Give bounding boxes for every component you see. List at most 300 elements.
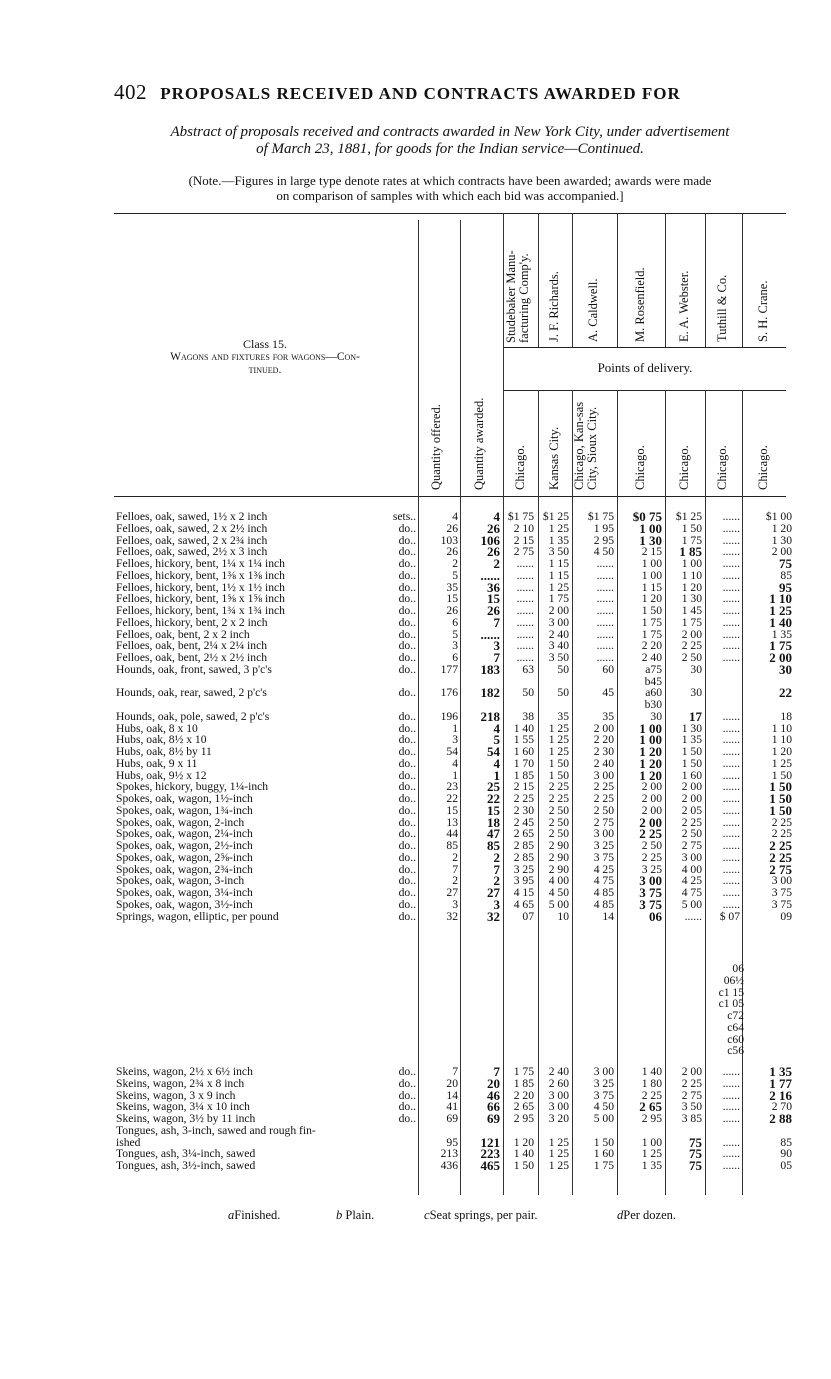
quantity-awarded: 15 [487,591,500,607]
item-unit: do.. [398,909,416,923]
quantity-offered: 6 [452,615,458,629]
bid-price: 2 75 [681,1088,702,1102]
table-row [0,614,831,630]
bid-price: 2 25 [593,792,614,805]
quantity-awarded: 121 [480,1134,500,1150]
table-row [0,1075,831,1091]
bid-price: 3 00 [593,827,614,841]
abstract-line: of March 23, 1881, for goods for the Indian service—Continued. [256,141,644,157]
bid-price: ...... [722,580,740,594]
item-unit: do.. [398,627,416,641]
tuthill-spring-price: 06 [732,962,744,975]
item-description: Felloes, hickory, bent, 1⅝ x 1⅝ inch [116,592,285,606]
bid-price: 4 85 [593,897,614,911]
bid-price: 2 10 [513,521,534,535]
col-divider [617,213,618,347]
item-unit: do.. [398,768,416,782]
bid-price: 2 50 [548,827,569,841]
quantity-awarded: 2 [493,849,500,865]
item-unit: do.. [398,1112,416,1125]
quantity-offered: 14 [446,1088,458,1102]
bid-price: ...... [722,557,740,570]
bid-price: ...... [516,615,534,629]
quantity-awarded: 54 [487,744,500,759]
item-description: Skeins, wagon, 2½ x 6½ inch [116,1065,253,1078]
bid-price: ...... [722,533,740,547]
bid-price: ...... [722,862,740,876]
bid-price: ...... [596,639,614,653]
bid-price: 1 00 [641,557,662,570]
bid-price: 95 [779,579,792,595]
bid-price: 2 30 [513,803,534,817]
tuthill-spring-price: 06½ [723,973,744,987]
item-description: Spokes, oak, wagon, 1¾-inch [116,803,253,817]
bid-price: ...... [596,651,614,664]
bid-price: ...... [722,627,740,641]
item-description: ished [116,1135,141,1149]
bid-price: 3 40 [548,639,569,653]
item-unit: do.. [398,651,416,664]
bid-price: 90 [780,1147,792,1161]
bid-price: 3 00 [548,615,569,629]
bid-price: ...... [722,827,740,841]
bid-price: ...... [516,627,534,641]
bid-price: 3 00 [593,1065,614,1078]
bid-price: ...... [722,1088,740,1102]
quantity-awarded: 7 [493,861,500,877]
tuthill-spring-price: c1 05 [718,997,744,1011]
bid-price: 3 50 [548,545,569,559]
item-description: Felloes, hickory, bent, 1¼ x 1¼ inch [116,557,285,570]
bid-price: 3 75 [771,886,792,899]
bid-price: 2 15 [513,533,534,547]
bid-price: b30 [644,698,662,711]
bid-price: 1 50 [681,521,702,535]
item-description: Spokes, oak, wagon, 3-inch [116,874,245,888]
quantity-awarded: 7 [493,650,500,665]
quantity-awarded: 183 [480,661,500,677]
col-quantity-awarded: Quantity awarded. [472,397,486,490]
bid-price: 1 15 [548,557,569,570]
item-description: Tongues, ash, 3¼-inch, sawed [116,1147,256,1161]
bid-price: 1 75 [593,1159,614,1172]
bid-price: 30 [779,661,792,677]
quantity-awarded: ...... [480,626,500,642]
bid-price: 2 00 [641,803,662,817]
quantity-offered: 1 [452,768,458,782]
item-description: Spokes, oak, wagon, 1½-inch [116,792,253,805]
bid-price: 2 25 [641,1088,662,1102]
bid-price: 2 88 [769,1111,792,1126]
bid-price: 1 50 [769,802,792,818]
bid-price: 2 60 [548,1076,569,1090]
bid-price: 1 20 [771,521,792,535]
bid-price: 2 25 [771,815,792,829]
bid-price: 1 25 [548,721,569,735]
bid-price: 1 75 [681,615,702,629]
bid-price: 38 [522,709,534,723]
quantity-awarded: 7 [493,614,500,630]
table-row [0,1160,831,1172]
quantity-offered: 4 [452,510,458,523]
item-description: Skeins, wagon, 3¼ x 10 inch [116,1100,250,1114]
bid-price: 3 20 [548,1112,569,1125]
bid-price: 2 00 [593,721,614,735]
bid-price: 1 25 [769,603,792,618]
bid-price: 3 50 [548,651,569,664]
bid-price: 1 15 [641,580,662,594]
item-unit: do.. [398,745,416,758]
bid-price: 1 60 [681,768,702,782]
bid-price: 1 55 [513,733,534,747]
quantity-awarded: 20 [487,1075,500,1091]
col-divider [742,213,743,347]
bid-price: 2 75 [593,815,614,829]
quantity-offered: 32 [446,909,458,923]
quantity-offered: 15 [446,592,458,606]
quantity-offered: 85 [446,839,458,852]
quantity-offered: 5 [452,568,458,582]
bid-price: 3 50 [681,1100,702,1114]
item-unit: do.. [398,1100,416,1114]
quantity-offered: 7 [452,1065,458,1078]
bid-price: ...... [684,909,702,923]
bid-price: 1 00 [641,568,662,582]
bid-price: ...... [722,639,740,653]
bid-price: 3 25 [641,862,662,876]
bid-price: 06 [649,908,662,924]
quantity-awarded: 2 [493,873,500,889]
bid-price: 2 40 [593,756,614,770]
table-row [0,896,831,912]
delivery-chicago: Chicago. [633,445,647,490]
bid-price: ...... [722,756,740,770]
bid-price: 3 25 [513,862,534,876]
bid-price: 2 65 [513,827,534,841]
footnote-text: Plain. [345,1208,375,1222]
bid-price: ...... [722,1112,740,1125]
bid-price: $1 75 [507,510,534,523]
bidder-studebaker: Studebaker Manu-facturing Comp'y. [504,250,531,343]
table-row [0,661,831,677]
col-divider [665,213,666,347]
quantity-awarded: 27 [487,885,500,900]
bid-price: 1 25 [548,1135,569,1149]
item-description: Hounds, oak, pole, sawed, 2 p'c's [116,709,270,723]
bid-price: ...... [722,1147,740,1161]
bid-price: 3 75 [593,850,614,864]
quantity-offered: 2 [452,557,458,570]
bid-price: 2 00 [769,650,792,665]
delivery-multi: Chicago, Kan-sas City, Sioux City. [572,401,599,490]
bid-price: 1 15 [548,568,569,582]
bid-price: 1 35 [771,627,792,641]
item-unit: do.. [398,721,416,735]
bid-price: ...... [596,604,614,617]
bid-price: 1 20 [639,744,662,759]
bid-price: 1 20 [639,767,662,783]
class-title: Wagons and fixtures for wagons—Con- [170,351,360,363]
bid-price: $1 75 [587,510,614,523]
bid-price: $1 00 [765,510,792,523]
item-description: Tongues, ash, 3-inch, sawed and rough fin- [116,1123,316,1137]
quantity-offered: 22 [446,792,458,805]
note [110,173,790,203]
item-description: Felloes, hickory, bent, 1⅜ x 1⅜ inch [116,568,285,582]
bid-price: 1 75 [641,627,662,641]
bid-price: ...... [596,592,614,606]
bid-price: 1 25 [548,733,569,747]
table-row [0,699,831,711]
quantity-offered: 26 [446,521,458,535]
bid-price: ...... [722,615,740,629]
bid-price: 3 00 [548,1100,569,1114]
bid-price: 2 25 [771,827,792,841]
bid-price: 2 65 [513,1100,534,1114]
item-description: Felloes, oak, sawed, 2 x 2½ inch [116,521,268,535]
item-description: Felloes, oak, sawed, 2½ x 3 inch [116,545,268,559]
bid-price: 4 85 [593,886,614,899]
bid-price: 1 30 [639,532,662,548]
bid-price: 1 85 [513,1076,534,1090]
item-unit: do.. [398,686,416,700]
quantity-awarded: 66 [487,1099,500,1115]
item-unit: do.. [398,792,416,805]
item-description: Felloes, oak, sawed, 1½ x 2 inch [116,510,268,523]
quantity-offered: 26 [446,545,458,559]
bid-price: 1 50 [548,768,569,782]
table-header-rule [114,496,786,497]
bid-price: 2 95 [641,1112,662,1125]
quantity-awarded: 25 [487,779,500,795]
bid-price: 2 25 [593,780,614,794]
bid-price: 2 90 [548,850,569,864]
bid-price: 2 25 [641,850,662,864]
class-number: Class 15. [242,337,287,351]
delivery-rule [503,390,786,391]
bid-price: $0 75 [632,509,662,524]
bid-price: 2 16 [769,1087,792,1103]
quantity-awarded: 18 [487,814,500,830]
abstract-caption [110,124,790,158]
page-title: PROPOSALS RECEIVED AND CONTRACTS AWARDED FOR [160,84,681,103]
item-description: Hounds, oak, front, sawed, 3 p'c's [116,662,272,676]
bid-price: 1 20 [639,755,662,771]
bid-price: 1 50 [593,1135,614,1149]
bid-price: 2 20 [513,1088,534,1102]
table-row [0,908,831,924]
bid-price: 1 95 [593,521,614,535]
bid-price: 2 25 [548,792,569,805]
bid-price: 75 [689,1134,702,1150]
footnote-a [228,1208,280,1223]
bid-price: 30 [690,686,702,700]
table-row [0,849,831,865]
footnote-text: Finished. [234,1208,281,1222]
bid-price: 2 00 [641,792,662,805]
bid-price: 2 50 [641,839,662,852]
bid-price: 4 50 [593,1100,614,1114]
bid-price: 2 00 [681,792,702,805]
bid-price: 1 75 [681,533,702,547]
item-description: Springs, wagon, elliptic, per pound [116,909,279,923]
quantity-awarded: 5 [493,732,500,748]
bid-price: 2 50 [548,803,569,817]
bid-price: 1 20 [681,580,702,594]
quantity-offered: 103 [440,533,458,547]
bid-price: 1 00 [641,1135,662,1149]
bid-price: 1 00 [639,520,662,536]
tuthill-spring-price: c56 [727,1044,744,1058]
bid-price: 3 00 [548,1088,569,1102]
bid-price: 2 30 [593,745,614,758]
bid-price: 4 15 [513,886,534,899]
table-row [0,1066,831,1078]
footnote-b [336,1208,374,1223]
bid-price: 2 95 [513,1112,534,1125]
bid-price: ...... [722,568,740,582]
bid-price: 75 [779,556,792,571]
item-description: Felloes, oak, bent, 2 x 2 inch [116,627,250,641]
bid-price: 3 75 [639,885,662,900]
item-unit: do.. [398,815,416,829]
bid-price: 14 [602,909,614,923]
bid-price: 2 25 [548,780,569,794]
bid-price: 1 50 [681,745,702,758]
bid-price: 1 30 [681,592,702,606]
bid-price: ...... [722,850,740,864]
item-description: Spokes, oak, wagon, 2⅝-inch [116,850,253,864]
item-unit: do.. [398,862,416,876]
note-line: (Note.—Figures in large type denote rates at which contracts have been awarded; awards were made [188,173,712,188]
item-description: Felloes, hickory, bent, 2 x 2 inch [116,615,268,629]
bid-price: 1 85 [679,544,702,560]
item-description: Spokes, oak, wagon, 2½-inch [116,839,253,852]
bid-price: ...... [722,709,740,723]
quantity-awarded: 182 [480,685,500,701]
footnote-d [617,1208,676,1223]
footnote-marker: c [424,1208,430,1222]
quantity-awarded: 15 [487,802,500,818]
bid-price: 3 25 [593,1076,614,1090]
abstract-line: Abstract of proposals received and contracts awarded in New York City, under advertisement [170,124,730,140]
item-unit: do.. [398,568,416,582]
bid-price: 5 00 [681,897,702,911]
item-unit: do.. [398,545,416,559]
bid-price: 1 75 [641,615,662,629]
item-unit: do.. [398,604,416,617]
table-row [0,887,831,899]
bid-price: 75 [689,1158,702,1173]
bid-price: 3 00 [593,768,614,782]
bid-price: ...... [722,651,740,664]
bid-price: $ 07 [719,909,740,923]
bid-price: 3 00 [681,850,702,864]
bid-price: 3 85 [681,1112,702,1125]
item-unit: do.. [398,803,416,817]
quantity-awarded: 3 [493,896,500,912]
quantity-offered: 176 [440,686,458,700]
bid-price: 4 50 [548,886,569,899]
bid-price: 75 [689,1146,702,1162]
item-unit: do.. [398,827,416,841]
item-description: Felloes, oak, bent, 2¼ x 2¼ inch [116,639,268,653]
bid-price: 1 00 [639,732,662,748]
bid-price: 2 00 [681,627,702,641]
quantity-awarded: 85 [487,838,500,853]
bid-price: 1 50 [513,1159,534,1172]
table-row [0,520,831,536]
bid-price: 50 [557,686,569,700]
item-unit: do.. [398,580,416,594]
class-heading [120,338,410,377]
tuthill-spring-price: c72 [727,1009,744,1022]
bid-price: 1 40 [641,1065,662,1078]
bid-price: 1 25 [548,580,569,594]
bid-price: 2 75 [681,839,702,852]
bid-price: 3 00 [771,874,792,888]
quantity-offered: 3 [452,897,458,911]
bid-price: ...... [722,874,740,888]
bid-price: ...... [516,568,534,582]
quantity-offered: 3 [452,639,458,653]
quantity-offered: 3 [452,733,458,747]
bid-price: 2 05 [681,803,702,817]
bid-price: 30 [650,709,662,723]
bidder-webster: E. A. Webster. [677,270,691,342]
quantity-awarded: 2 [493,556,500,571]
bid-price: a75 [645,662,662,676]
bid-price: 45 [602,686,614,700]
bid-price: 2 15 [513,780,534,794]
bidder-tuthill: Tuthill & Co. [715,274,729,342]
bid-price: 2 85 [513,839,534,852]
delivery-kansas-city: Kansas City. [547,426,561,490]
bid-price: 63 [522,662,534,676]
table-row [0,605,831,617]
quantity-awarded: 47 [487,826,500,842]
footnote-marker: b [336,1208,343,1222]
item-unit: do.. [398,850,416,864]
col-divider [538,213,539,347]
bid-price: 1 50 [769,791,792,806]
footnote-text: Per dozen. [623,1208,677,1222]
quantity-offered: 5 [452,627,458,641]
bid-price: 1 77 [769,1075,792,1091]
bid-price: 1 25 [548,521,569,535]
quantity-offered: 7 [452,862,458,876]
quantity-awarded: 4 [493,755,500,771]
bid-price: 1 00 [639,720,662,736]
bid-price: ...... [722,780,740,794]
bid-price: 1 25 [771,756,792,770]
bid-price: 1 10 [771,721,792,735]
bid-price: 1 75 [548,592,569,606]
item-description: Felloes, hickory, bent, 1¾ x 1¾ inch [116,604,285,617]
bid-price: 2 25 [769,849,792,865]
bidder-caldwell: A. Caldwell. [586,278,600,342]
quantity-offered: 41 [446,1100,458,1114]
quantity-awarded: 223 [480,1146,500,1162]
bid-price: 1 20 [771,745,792,758]
tuthill-spring-price: c60 [727,1032,744,1046]
bid-price: ...... [722,745,740,758]
quantity-awarded: 32 [487,908,500,924]
bid-price: 3 25 [593,839,614,852]
points-of-delivery-heading: Points of delivery. [597,360,693,375]
col-divider [705,213,706,347]
item-unit: do.. [398,639,416,653]
